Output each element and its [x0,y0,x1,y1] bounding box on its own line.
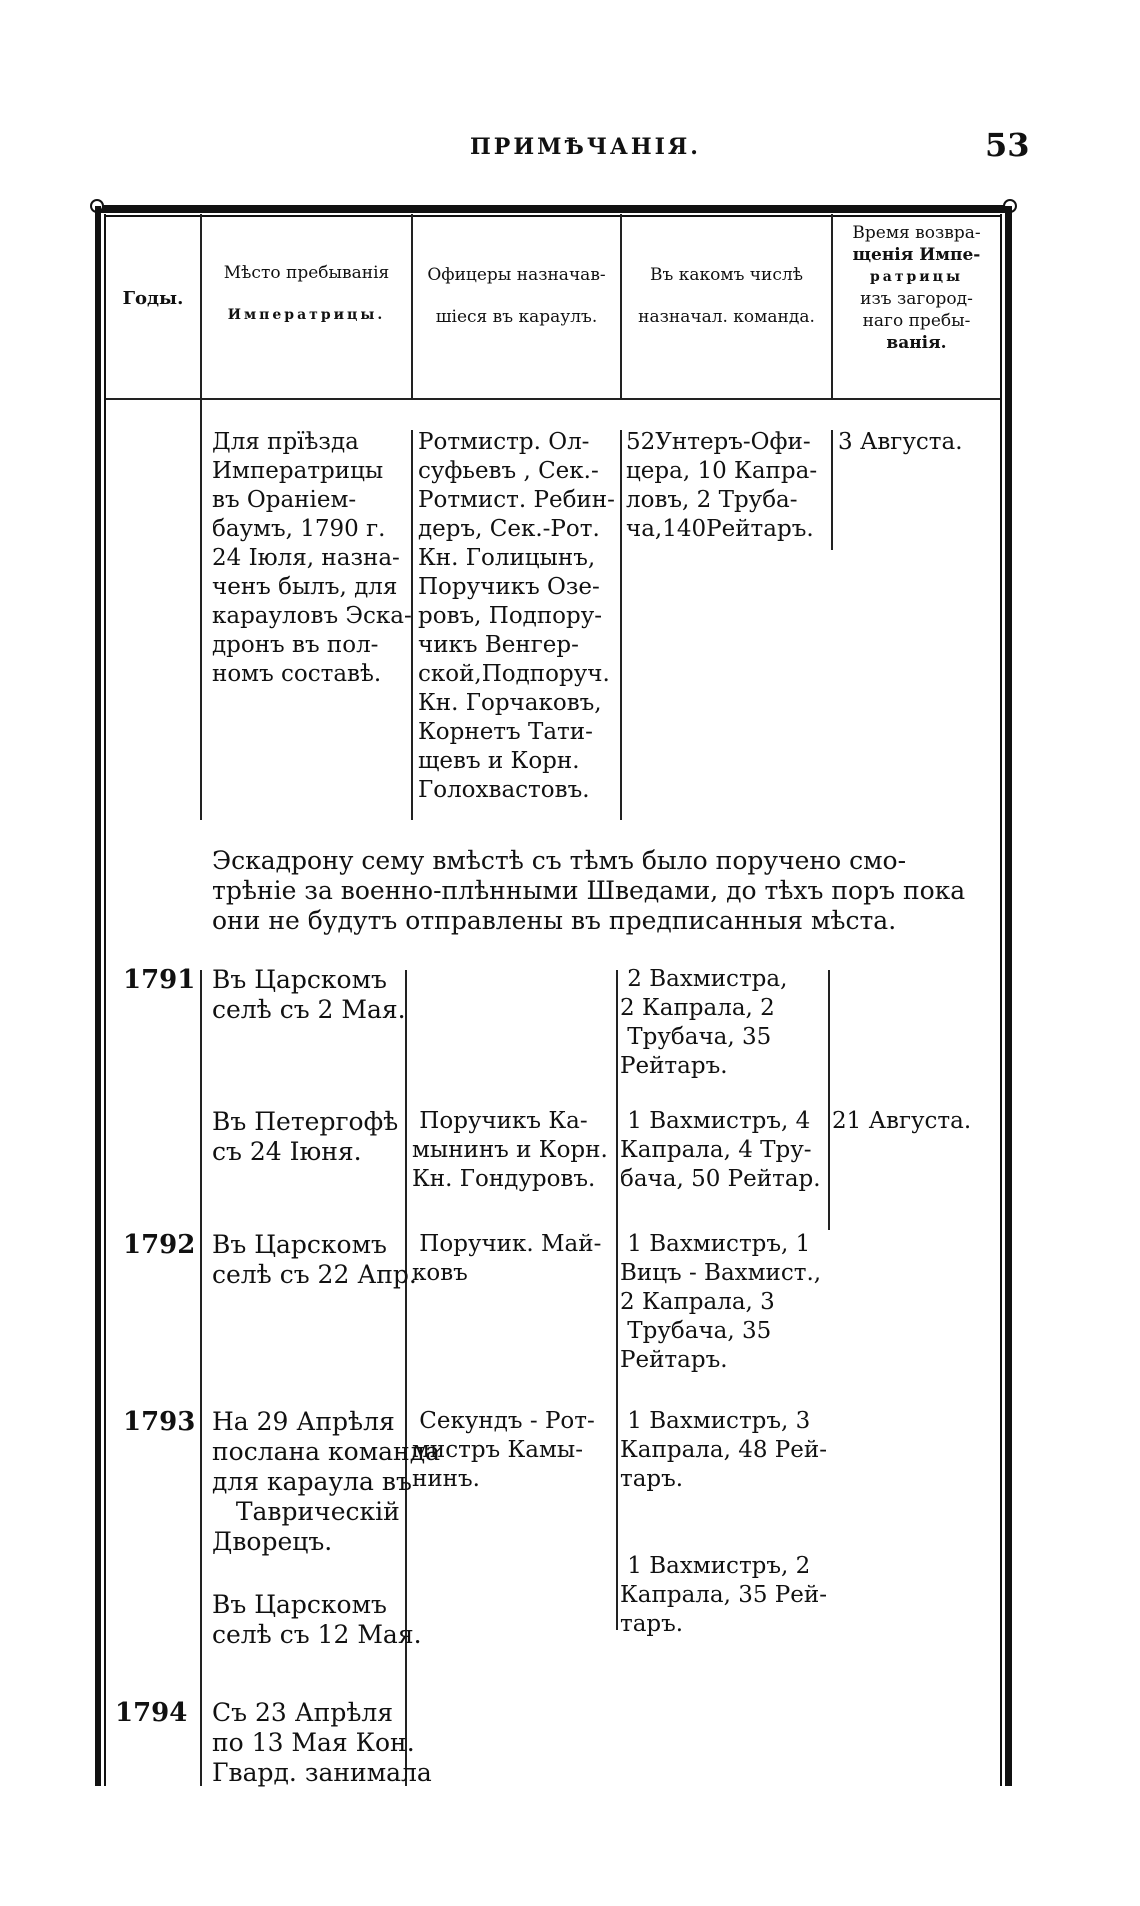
column-divider [405,970,407,1786]
header-bottom-rule [106,398,1000,400]
row-1791b-number: 1 Вахмистръ, 4 Капрала, 4 Тру- бача, 50 Рейтар. [620,1108,821,1192]
row-1790-officers: Ротмистр. Ол- суфьевъ , Сек.- Ротмист. Ребин- деръ, Сек.-Рот. Кн. Голицынъ, Поручикъ Озе- ровъ, Подпору- чикъ Венгер- ской,Подпоруч. Кн. Горчаковъ, Корнетъ Тати- щевъ и Корн. Голохвастовъ. [418,429,615,803]
row-1791b-officers: Поручикъ Ка- мынинъ и Корн. Кн. Гондуровъ. [412,1108,608,1192]
note-paragraph: Эскадрону сему вмѣстѣ съ тѣмъ было поручено смо- трѣніе за военно-плѣнными Шведами, до тѣхъ поръ пока они не будутъ отправлены въ предписанныя мѣста. [212,846,966,935]
column-divider [200,970,202,1786]
row-1793-place: На 29 Апрѣля послана команда для караула въ Таврическій Дворецъ. [212,1407,441,1556]
row-1791-year: 1791 [123,965,196,995]
row-1791b-returned: 21 Августа. [832,1108,972,1134]
row-1793-officers: Секундъ - Рот- мистръ Камы- нинъ. [412,1408,595,1492]
row-1792-year: 1792 [123,1230,196,1260]
row-1793-year: 1793 [123,1407,196,1437]
table-top-rule-thin [105,215,1002,217]
column-divider [616,970,618,1630]
row-1793b-place: Въ Царскомъ селѣ съ 12 Мая. [212,1590,422,1649]
row-1793b-number: 1 Вахмистръ, 2 Капрала, 35 Рей- таръ. [620,1553,827,1637]
row-1791b-place: Въ Петергофѣ съ 24 Іюня. [212,1107,399,1166]
table-border-left [95,206,101,1786]
row-1792-officers: Поручик. Май- ковъ [412,1231,602,1286]
row-1794-year: 1794 [115,1698,188,1728]
header-years: Годы. [122,288,184,309]
running-title: ПРИМѢЧАНІЯ. [470,134,701,160]
row-1793-number: 1 Вахмистръ, 3 Капрала, 48 Рей- таръ. [620,1408,827,1492]
table-top-rule [97,205,1010,213]
header-return: Время возвра- щенія Импе- ратрицы изъ загород- наго пребы- ванія. [852,223,981,353]
column-divider [831,430,833,550]
page-number: 53 [985,126,1030,164]
header-number: Въ какомъ числѣ назначал. команда. [638,265,815,327]
row-1790-place: Для прїѣзда Императрицы въ Ораніем- баумъ, 1790 г. 24 Іюля, назна- ченъ былъ, для карауловъ Эска- дронъ въ пол- номъ составѣ. [212,429,412,687]
row-1791-number: 2 Вахмистра, 2 Капрала, 2 Трубача, 35 Рейтаръ. [620,966,788,1079]
header-officers: Офицеры назначав- шіеся въ караулъ. [427,265,606,327]
table-border-right-inner [1000,214,1002,1786]
column-divider [828,970,830,1230]
row-1791-place: Въ Царскомъ селѣ съ 2 Мая. [212,965,406,1024]
row-1792-place: Въ Царскомъ селѣ съ 22 Апр. [212,1230,417,1289]
row-1790-number: 52Унтеръ-Офи- цера, 10 Капра- ловъ, 2 Труба- ча,140Рейтаръ. [626,429,818,542]
row-1792-number: 1 Вахмистръ, 1 Вицъ - Вахмист., 2 Капрала, 3 Трубача, 35 Рейтаръ. [620,1231,822,1373]
column-divider [620,430,622,820]
table-border-left-inner [104,214,106,1786]
table-border-right [1005,206,1012,1786]
row-1794-place: Съ 23 Апрѣля по 13 Мая Кон. Гвард. занимала [212,1698,432,1787]
column-divider [200,400,202,820]
row-1790-returned: 3 Августа. [838,429,963,455]
header-place: Мѣсто пребыванія Императрицы. [223,263,390,323]
